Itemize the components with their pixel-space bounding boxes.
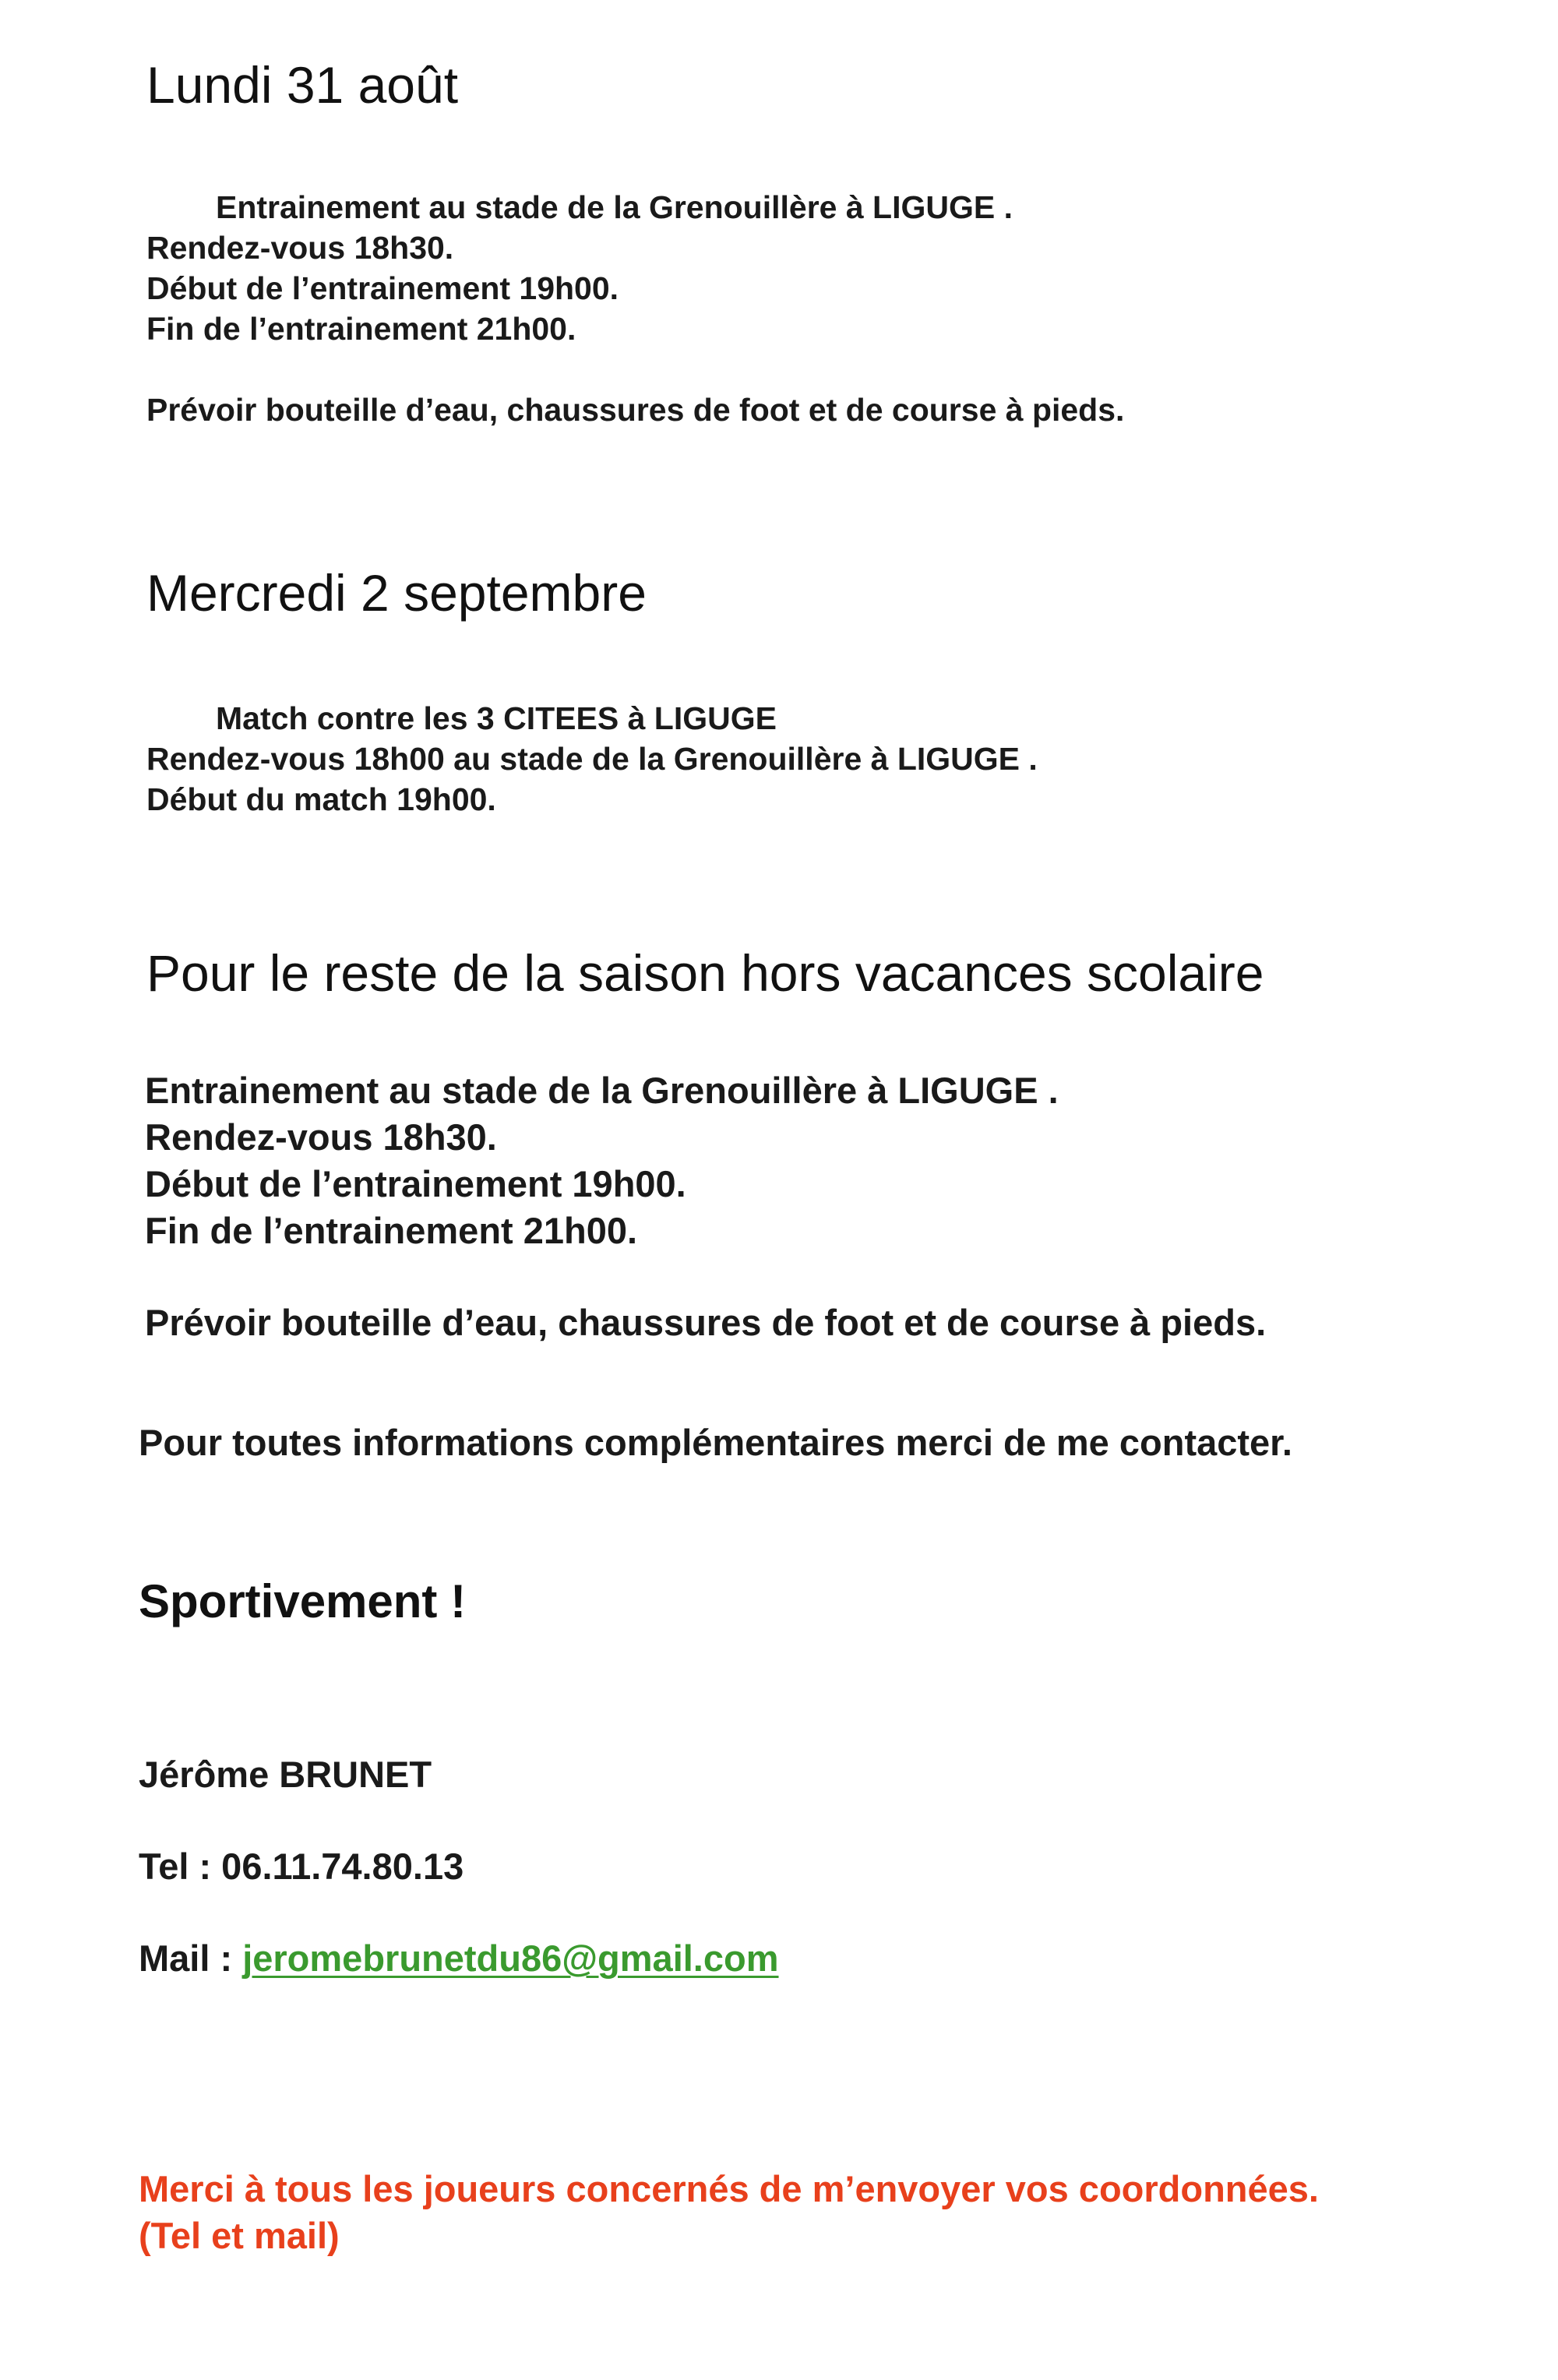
- monday-meeting-time: Rendez-vous 18h30.: [146, 230, 454, 266]
- season-training-location: Entrainement au stade de la Grenouillère à LIGUGE .: [145, 1070, 1059, 1111]
- signature-mail: [139, 1935, 779, 1982]
- section-heading-season: Pour le reste de la saison hors vacances scolaire: [146, 944, 1264, 1002]
- section-heading-wednesday: Mercredi 2 septembre: [146, 564, 647, 622]
- email-link[interactable]: jeromebrunetdu86@gmail.com: [242, 1937, 779, 1979]
- wednesday-match-start: Début du match 19h00.: [146, 781, 496, 817]
- closing-salutation: Sportivement !: [139, 1575, 467, 1627]
- season-training-start: Début de l’entrainement 19h00.: [145, 1163, 686, 1204]
- signature-phone: Tel : 06.11.74.80.13: [139, 1846, 464, 1887]
- contact-intro: Pour toutes informations complémentaires merci de me contacter.: [139, 1422, 1292, 1463]
- signature-name: Jérôme BRUNET: [139, 1754, 432, 1795]
- season-equipment-note: Prévoir bouteille d’eau, chaussures de foot et de course à pieds.: [145, 1302, 1267, 1343]
- monday-training-start: Début de l’entrainement 19h00.: [146, 270, 619, 306]
- wednesday-match-opponent: Match contre les 3 CITEES à LIGUGE: [216, 700, 777, 736]
- season-training-end: Fin de l’entrainement 21h00.: [145, 1210, 638, 1251]
- season-meeting-time: Rendez-vous 18h30.: [145, 1116, 497, 1158]
- monday-training-end: Fin de l’entrainement 21h00.: [146, 311, 576, 347]
- footer-notice-line2: (Tel et mail): [139, 2215, 340, 2256]
- section-heading-monday: Lundi 31 août: [146, 56, 459, 114]
- mail-label: Mail :: [139, 1937, 243, 1979]
- footer-notice-line1: Merci à tous les joueurs concernés de m’envoyer vos coordonnées.: [139, 2168, 1319, 2209]
- monday-training-location: Entrainement au stade de la Grenouillère à LIGUGE .: [216, 189, 1013, 225]
- monday-equipment-note: Prévoir bouteille d’eau, chaussures de foot et de course à pieds.: [146, 392, 1125, 428]
- wednesday-meeting-time: Rendez-vous 18h00 au stade de la Grenouillère à LIGUGE .: [146, 741, 1038, 777]
